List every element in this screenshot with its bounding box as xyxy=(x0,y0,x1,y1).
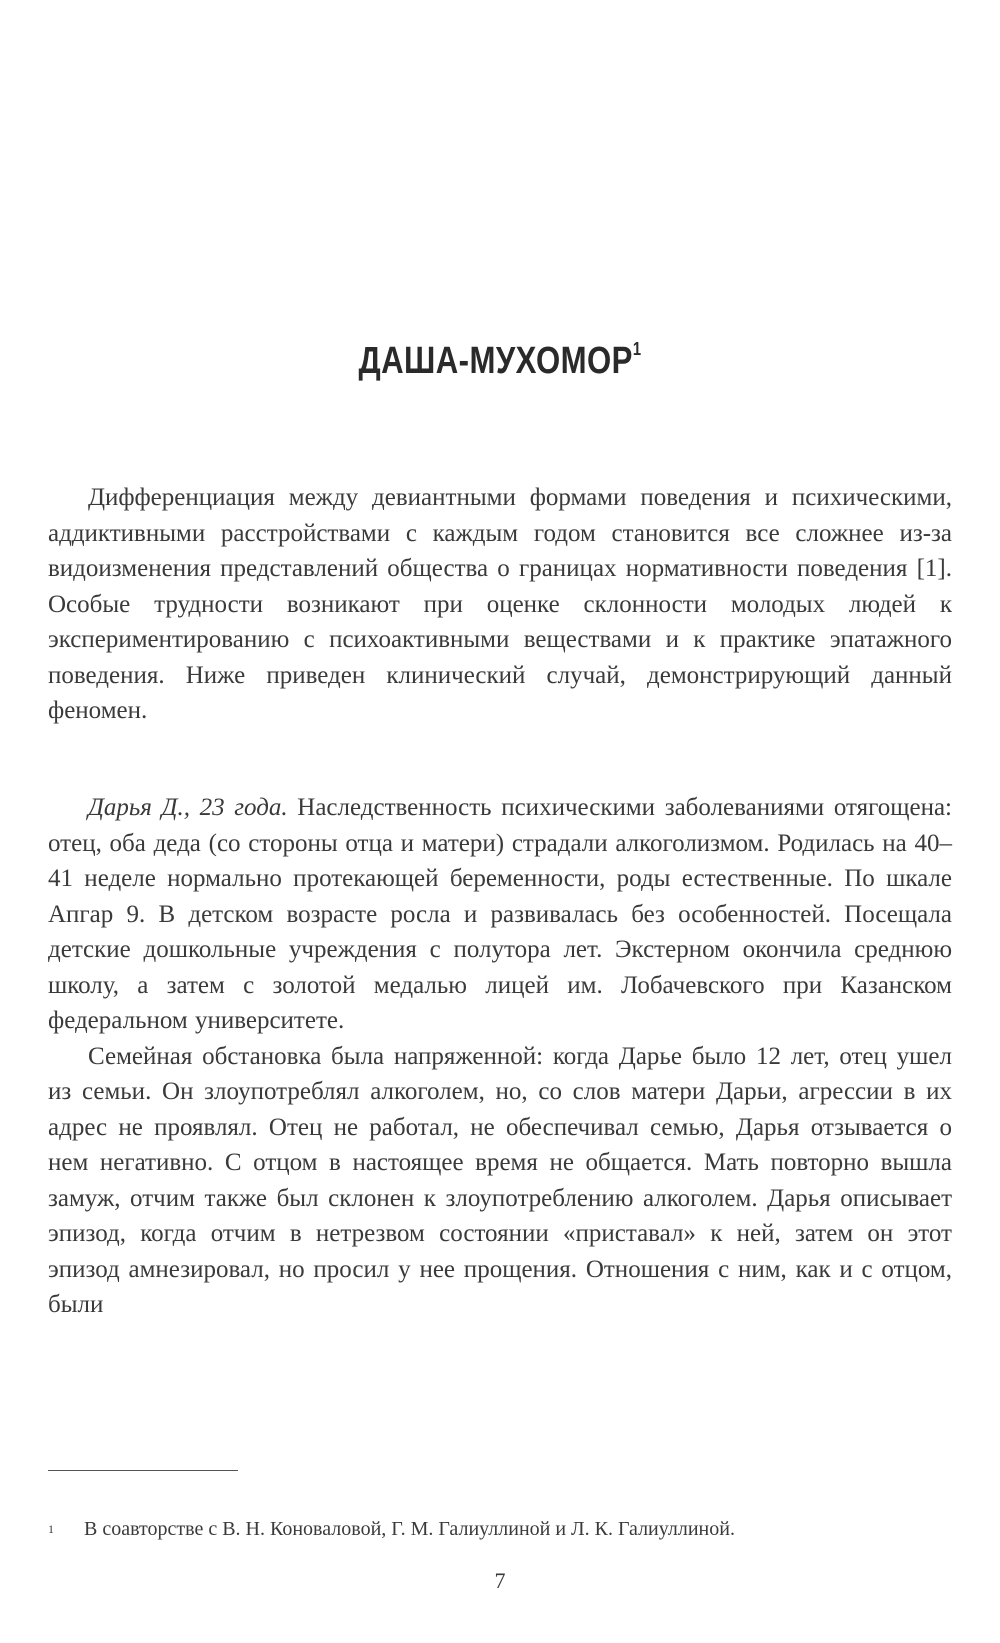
case-paragraph-1 xyxy=(48,790,952,1039)
page-number: 7 xyxy=(494,1568,506,1593)
chapter-title-text: ДАША-МУХОМОР xyxy=(358,340,633,382)
footnote-divider xyxy=(48,1470,238,1471)
intro-section xyxy=(48,480,952,729)
case-paragraph-1-text: Наследственность психическими заболеваниями отягощена: отец, оба деда (со стороны отца и матери) страдали алкоголизмом. Родилась на 40–41 неделе нормально протекающей беременности, роды естественные. По шкале Апгар 9. В детском возрасте росла и развивалась без особенностей. Посещала детские дошкольные учреждения с полутора лет. Экстерном окончила среднюю школу, а затем с золотой медалью лицей им. Лобачевского при Казанском федеральном университете. xyxy=(48,794,952,1034)
footnote-marker: 1 xyxy=(48,1522,54,1536)
case-patient-lead: Дарья Д., 23 года. xyxy=(88,794,288,821)
case-paragraph-2: Семейная обстановка была напряженной: когда Дарье было 12 лет, отец ушел из семьи. Он злоупотреблял алкоголем, но, со слов матери Дарьи, агрессии в их адрес не проявлял. Отец не работал, не обеспечивал семью, Дарья отзывается о нем негативно. С отцом в настоящее время не общается. Мать повторно вышла замуж, отчим также был склонен к злоупотреблению алкоголем. Дарья описывает эпизод, когда отчим в нетрезвом состоянии «приставал» к ней, затем он этот эпизод амнезировал, но просил у нее прощения. Отношения с ним, как и с отцом, были xyxy=(48,1042,952,1318)
chapter-title xyxy=(90,340,910,383)
title-footnote-marker: 1 xyxy=(632,339,642,360)
footnote xyxy=(48,1515,952,1543)
intro-paragraph: Дифференциация между девиантными формами поведения и психическими, аддиктивными расстройствами с каждым годом становится все сложнее из-за видоизменения представлений общества о границах нормативности поведения [1]. Особые трудности возникают при оценке склонности молодых людей к экспериментированию с психоактивными веществами и к практике эпатажного поведения. Ниже приведен клинический случай, демонстрирующий данный феномен. xyxy=(48,484,952,724)
footnote-text: В соавторстве с В. Н. Коноваловой, Г. М. Галиуллиной и Л. К. Галиуллиной. xyxy=(84,1518,735,1540)
case-section xyxy=(48,790,952,1323)
